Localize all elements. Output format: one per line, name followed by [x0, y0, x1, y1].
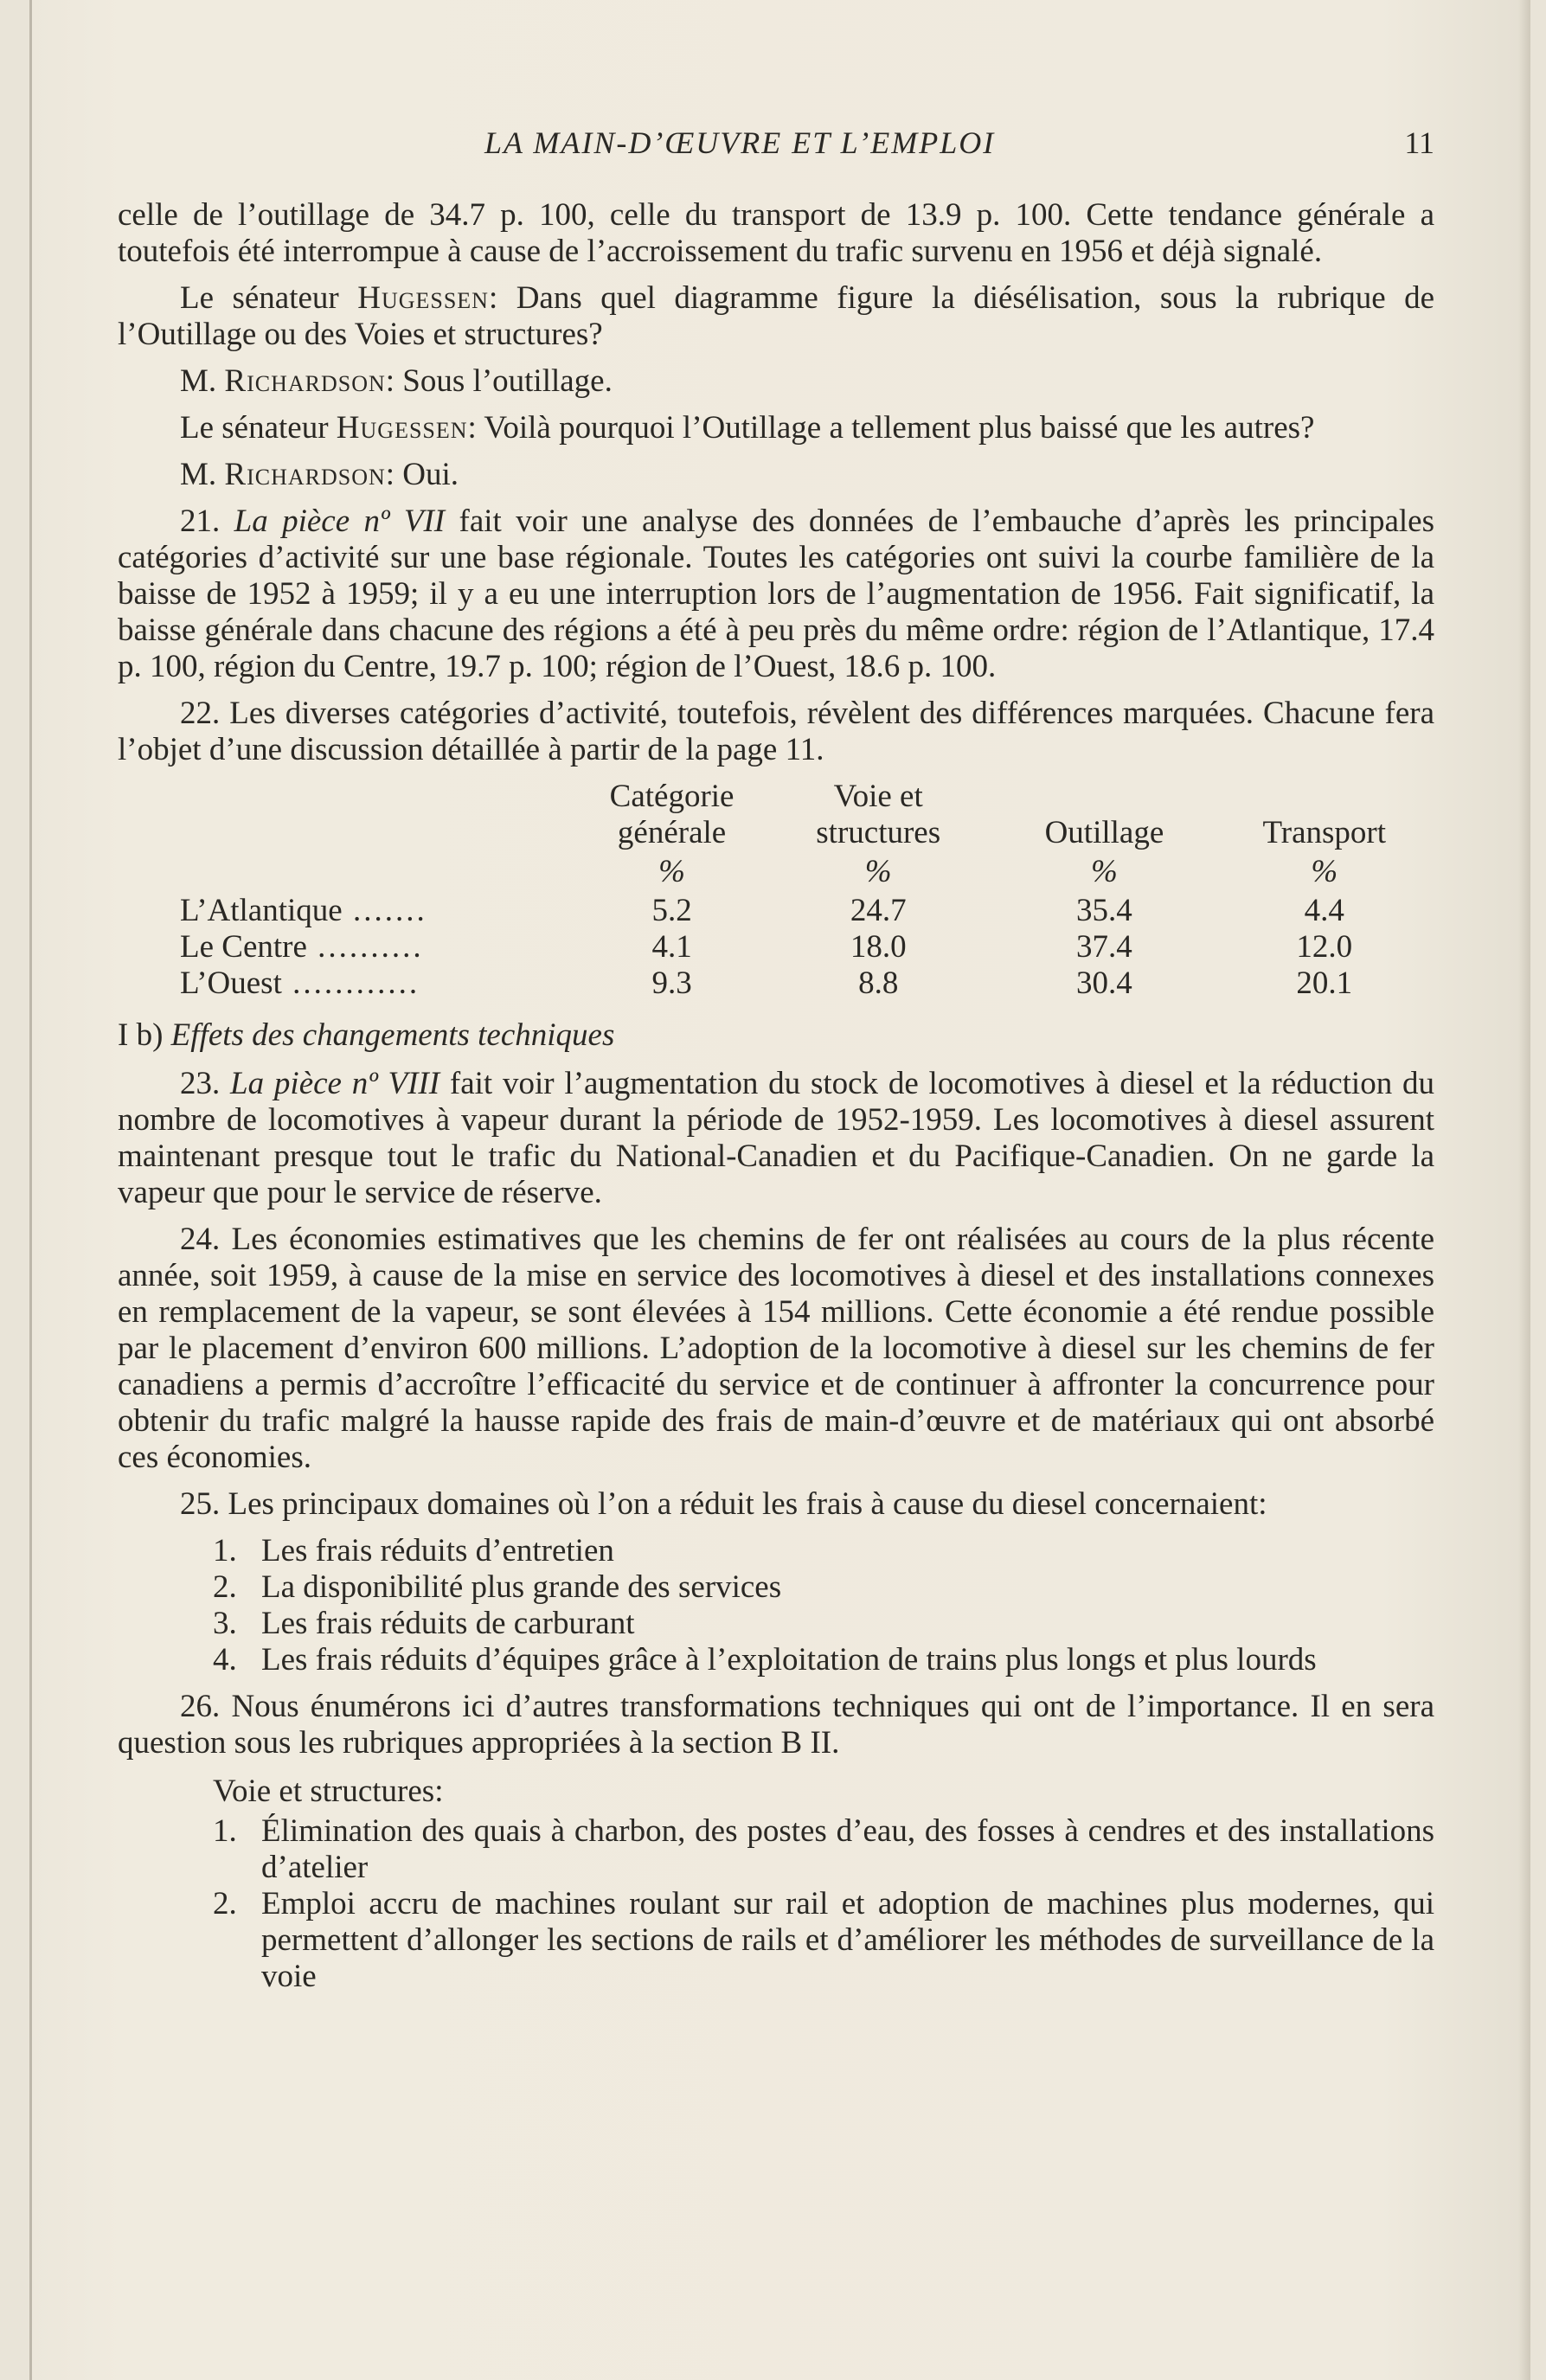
- paragraph-23: [118, 1066, 1434, 1211]
- exhibit-reference: La pièce nº VIII: [230, 1066, 440, 1101]
- paragraph-text: fait voir une analyse des données de l’embauche d’après les principales catégories d’activité sur une base régionale. Toutes les catégories ont suivi la courbe familière de la baisse de 1952 à 1959; il y a eu une interruption lors de l’augmentation de 1956. Fait significatif, la baisse générale dans chacune des régions a été à peu près du même ordre: région de l’Atlantique, 17.4 p. 100, région du Centre, 19.7 p. 100; région de l’Ouest, 18.6 p. 100.: [118, 504, 1435, 684]
- speaker-name: Richardson: [224, 363, 386, 399]
- list-item: 3. Les frais réduits de carburant: [213, 1606, 635, 1641]
- table-header-blank: [118, 779, 581, 851]
- section-heading: [118, 1017, 1434, 1054]
- list-item: 1. Les frais réduits d’entretien: [213, 1533, 614, 1568]
- body-text: [118, 197, 1434, 2000]
- speaker-name: Hugessen: [336, 410, 468, 446]
- page: [29, 0, 1530, 2380]
- table-row: [118, 893, 1434, 929]
- paragraph-26: 26. Nous énumérons ici d’autres transformations techniques qui ont de l’importance. Il en sera question sous les rubriques appropriées à la section B II.: [118, 1689, 1434, 1761]
- row-label: L’Atlantique .......: [180, 893, 427, 928]
- track-list: [118, 1813, 1434, 1995]
- table-row: [118, 965, 1434, 1002]
- subsection-label: Voie et structures:: [213, 1774, 444, 1809]
- running-header: [118, 125, 1434, 163]
- paragraph-text: fait voir l’augmentation du stock de locomotives à diesel et la réduction du nombre de locomotives à vapeur durant la période de 1952-1959. Les locomotives à diesel assurent maintenant presque tout le trafic du National-Canadien et du Pacifique-Canadien. On ne garde la vapeur que pour le service de réserve.: [118, 1066, 1435, 1210]
- table-row: [118, 929, 1434, 965]
- paragraph-24: 24. Les économies estimatives que les chemins de fer ont réalisées au cours de la plus récente année, soit 1959, à cause de la mise en service des locomotives à diesel et des installations connexes en remplacement de la vapeur, se sont élevées à 154 millions. Cette économie a été rendue possible par le placement d’environ 600 millions. L’adoption de la locomotive à diesel sur les chemins de fer canadiens a permis d’accroître l’efficacité du service et de continuer à affronter la concurrence pour obtenir du trafic malgré la hausse rapide des frais de main-d’œuvre et de matériaux qui ont absorbé ces économies.: [118, 1222, 1434, 1475]
- dialogue-hugessen-1: [118, 280, 1434, 353]
- table-cell: 4.1: [651, 929, 692, 965]
- table-cell: 30.4: [1076, 965, 1132, 1001]
- speaker-name: Hugessen: [357, 280, 489, 316]
- table-cell: 12.0: [1296, 929, 1353, 965]
- table-cell: 20.1: [1296, 965, 1353, 1001]
- table-cell: 9.3: [651, 965, 692, 1001]
- table-cell: 35.4: [1076, 893, 1132, 928]
- section-title: Effets des changements techniques: [170, 1017, 615, 1053]
- table-header-cell: Catégorie générale: [609, 779, 735, 850]
- table-cell: 5.2: [651, 893, 692, 928]
- unit-cell: %: [1311, 854, 1338, 889]
- dialogue-hugessen-2: [118, 410, 1434, 446]
- speech-text: : Dans quel diagramme figure la diésélisation, sous la rubrique de l’Outillage ou des Voies et structures?: [118, 280, 1435, 352]
- table-unit-row: [118, 851, 1434, 893]
- table-header-cell: Voie et structures: [816, 779, 941, 850]
- paragraph-21: [118, 504, 1434, 685]
- savings-list: [118, 1533, 1434, 1678]
- paragraph-22: 22. Les diverses catégories d’activité, toutefois, révèlent des différences marquées. Chacune fera l’objet d’une discussion détaillée à partir de la page 11.: [118, 696, 1434, 767]
- table-header-row: [118, 779, 1434, 851]
- list-item: 2. La disponibilité plus grande des services: [213, 1569, 782, 1605]
- exhibit-reference: La pièce nº VII: [234, 504, 446, 539]
- table-cell: 4.4: [1304, 893, 1344, 928]
- running-title: LA MAIN-D’ŒUVRE ET L’EMPLOI: [484, 125, 996, 160]
- speech-text: : Voilà pourquoi l’Outillage a tellement plus baissé que les autres?: [467, 410, 1315, 446]
- speaker-title: Le sénateur: [180, 280, 358, 316]
- list-item: 2. Emploi accru de machines roulant sur rail et adoption de machines plus modernes, qui permettent d’allonger les sections de rails et d’améliorer les méthodes de surveillance de la voie: [213, 1886, 1434, 1994]
- row-label: L’Ouest ............: [180, 965, 420, 1001]
- speaker-title: M.: [180, 363, 225, 399]
- row-label: Le Centre ..........: [180, 929, 424, 965]
- paragraph-intro: celle de l’outillage de 34.7 p. 100, celle du transport de 13.9 p. 100. Cette tendance générale a toutefois été interrompue à cause de l’accroissement du trafic survenu en 1956 et déjà signalé.: [118, 197, 1434, 269]
- unit-cell: %: [864, 854, 892, 889]
- list-item: 1. Élimination des quais à charbon, des postes d’eau, des fosses à cendres et des installations d’atelier: [213, 1813, 1434, 1885]
- speaker-title: M.: [180, 457, 225, 492]
- paragraph-number: 21.: [180, 504, 234, 539]
- dialogue-richardson-1: [118, 363, 1434, 400]
- dialogue-richardson-2: [118, 457, 1434, 493]
- speaker-name: Richardson: [224, 457, 386, 492]
- section-number: I b): [118, 1017, 171, 1053]
- speech-text: : Oui.: [385, 457, 459, 492]
- unit-cell: %: [1091, 854, 1118, 889]
- unit-cell: %: [658, 854, 685, 889]
- page-number: 11: [1404, 125, 1434, 160]
- speech-text: : Sous l’outillage.: [385, 363, 613, 399]
- regional-table: [118, 779, 1434, 1002]
- list-item: 4. Les frais réduits d’équipes grâce à l’exploitation de trains plus longs et plus lourds: [213, 1642, 1317, 1678]
- speaker-title: Le sénateur: [180, 410, 337, 446]
- table-cell: 24.7: [850, 893, 907, 928]
- paragraph-number: 23.: [180, 1066, 231, 1101]
- paragraph-25: 25. Les principaux domaines où l’on a réduit les frais à cause du diesel concernaient:: [180, 1486, 1267, 1522]
- table-cell: 18.0: [850, 929, 907, 965]
- table-cell: 8.8: [858, 965, 899, 1001]
- table-cell: 37.4: [1076, 929, 1132, 965]
- table-header-cell: Transport: [1262, 815, 1386, 850]
- table-header-cell: Outillage: [1044, 815, 1164, 850]
